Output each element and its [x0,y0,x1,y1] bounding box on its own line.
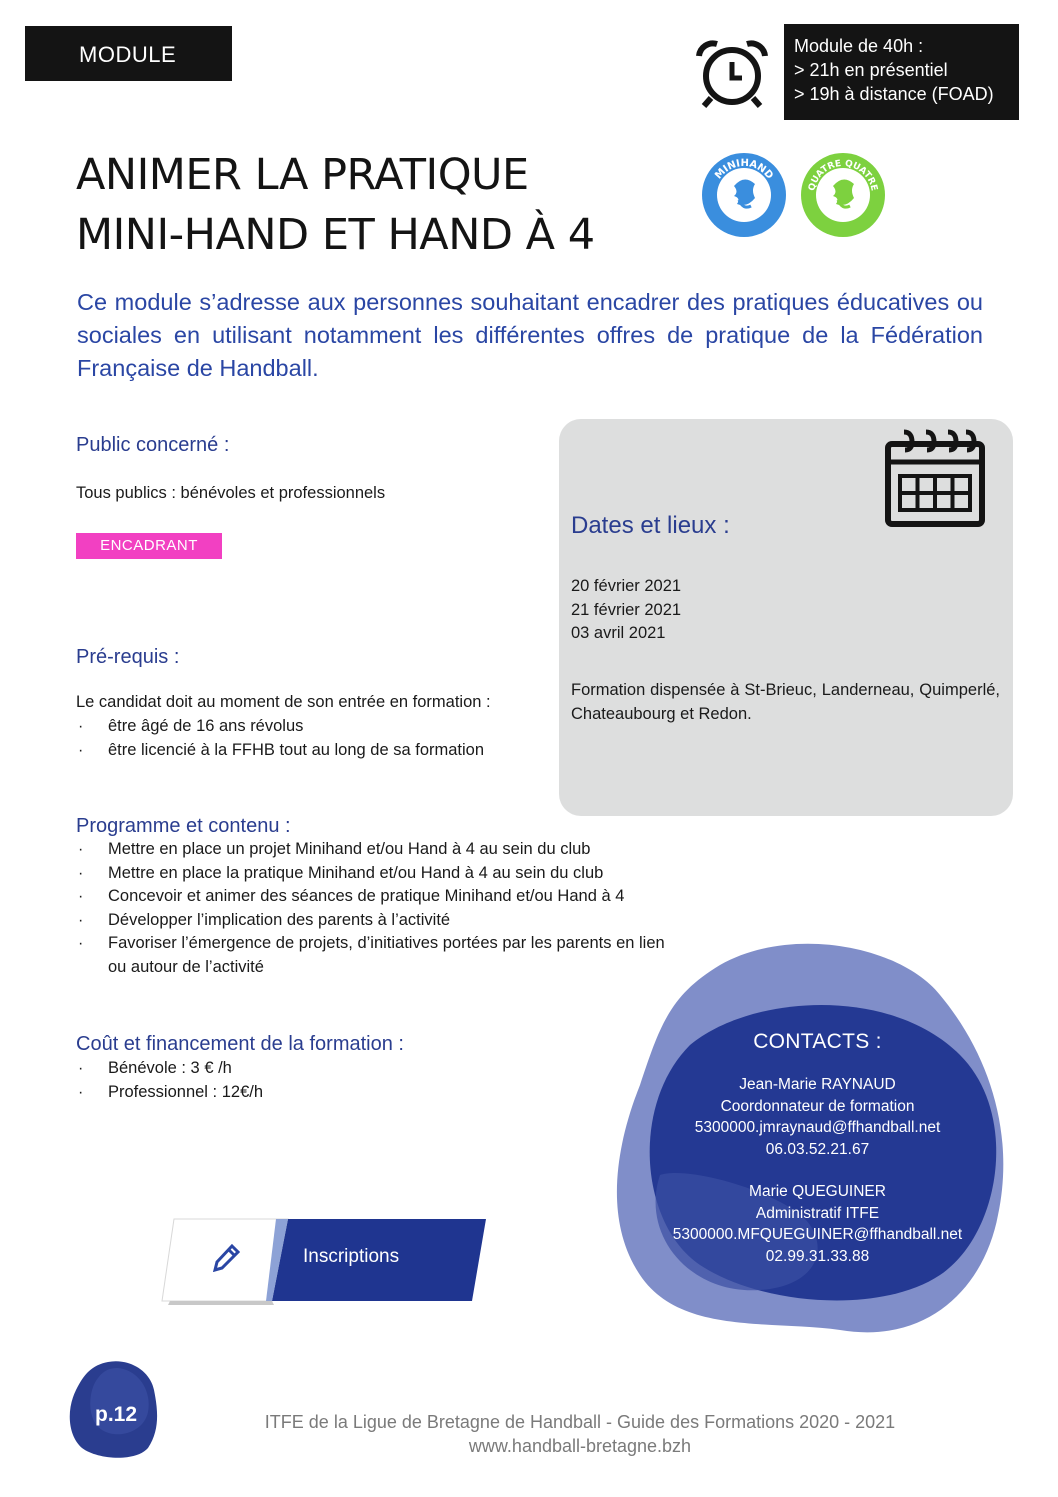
contact-email[interactable]: 5300000.jmraynaud@ffhandball.net [694,1119,941,1136]
contacts-title: CONTACTS : [753,1030,882,1053]
contact-phone: 02.99.31.33.88 [765,1247,870,1265]
alarm-clock-icon [695,38,769,110]
contact-role: Administratif ITFE [755,1204,880,1222]
title-line-1: ANIMER LA PRATIQUE [76,150,529,200]
svg-text:QUATRE QUATRE: QUATRE QUATRE [807,158,879,193]
date-item: 21 février 2021 [571,600,682,619]
cout-list [76,1057,263,1104]
contact-role: Coordonnateur de formation [720,1097,915,1115]
prerequis-heading: Pré-requis : [76,646,180,668]
pencil-icon [212,1244,240,1272]
svg-text:FFHANDBALL: FFHANDBALL [821,207,865,223]
contact-name: Jean-Marie RAYNAUD [739,1076,896,1093]
list-item: · être licencié à la FFHB tout au long de sa formation [76,739,484,763]
duration-box [784,24,1019,120]
svg-text:FFHANDBALL: FFHANDBALL [722,207,766,223]
prerequis-intro: Le candidat doit au moment de son entrée en formation : [76,693,491,711]
quatre-quatre-logo [800,152,886,238]
prerequis-list [76,715,484,762]
duration-distance: > 19h à distance (FOAD) [794,84,994,104]
footer-url[interactable]: www.handball-bretagne.bzh [468,1436,692,1456]
cout-heading: Coût et financement de la formation : [76,1033,404,1055]
list-item: · Mettre en place un projet Minihand et/ou Hand à 4 au sein du club [76,838,665,862]
list-item: · Concevoir et animer des séances de pratique Minihand et/ou Hand à 4 [76,885,665,909]
contact-name: Marie QUEGUINER [749,1183,886,1200]
dates-location: Formation dispensée à St-Brieuc, Landerneau, Quimperlé, Chateaubourg et Redon. [571,681,1000,723]
lead-paragraph: Ce module s’adresse aux personnes souhaitant encadrer des pratiques éducatives ou sociales en utilisant notamment les différentes offres de pratique de la Fédération Française de Handball. [77,289,983,381]
list-item: · Favoriser l’émergence de projets, d’initiatives portées par les parents en lien [76,932,665,956]
public-heading: Public concerné : [76,434,230,456]
programme-list [76,838,665,979]
footer-title: ITFE de la Ligue de Bretagne de Handball - Guide des Formations 2020 - 2021 [264,1412,896,1432]
title-line-2: MINI-HAND ET HAND À 4 [76,210,595,260]
module-tag: MODULE [25,26,232,81]
footer [230,1410,930,1458]
list-item: · Mettre en place la pratique Minihand et/ou Hand à 4 au sein du club [76,862,665,886]
dates-list [571,575,681,646]
page-number: p.12 [95,1403,138,1426]
list-item: · Développer l’implication des parents à l’activité [76,909,665,933]
programme-heading: Programme et contenu : [76,815,291,837]
list-item: · Bénévole : 3 € /h [76,1057,263,1081]
contact-email[interactable]: 5300000.MFQUEGUINER@ffhandball.net [672,1226,963,1243]
list-item-continuation: ou autour de l’activité [108,957,264,976]
date-item: 03 avril 2021 [571,624,666,642]
list-item: · Professionnel : 12€/h [76,1081,263,1105]
duration-presentiel: > 21h en présentiel [794,60,948,80]
svg-text:MINIHAND: MINIHAND [713,157,775,182]
calendar-icon [884,428,986,528]
contact-phone: 06.03.52.21.67 [765,1140,870,1158]
dates-heading: Dates et lieux : [571,512,730,539]
duration-total: Module de 40h : [794,36,924,56]
minihand-logo [701,152,787,238]
inscriptions-label[interactable]: Inscriptions [303,1246,400,1267]
level-badge: ENCADRANT [76,533,222,559]
list-item: · être âgé de 16 ans révolus [76,715,484,739]
page-title [76,145,696,265]
public-text: Tous publics : bénévoles et professionnels [76,484,386,502]
date-item: 20 février 2021 [571,577,682,595]
contacts-block [640,1028,995,1267]
